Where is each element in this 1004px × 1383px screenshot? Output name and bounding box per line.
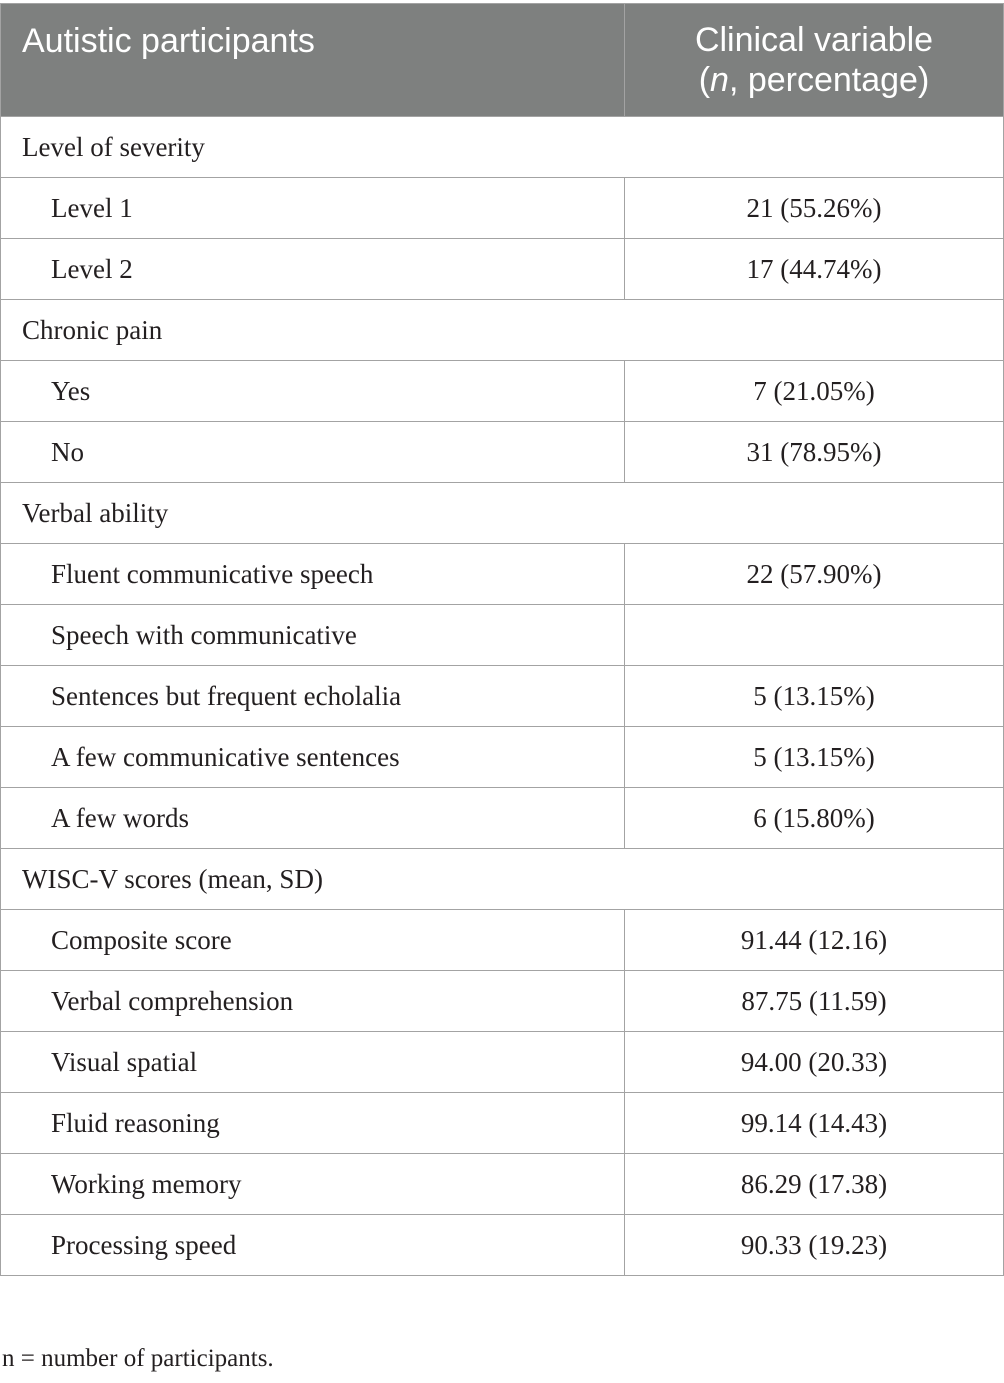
header-autistic-participants: Autistic participants (1, 4, 625, 117)
table-row (1, 605, 1004, 666)
table-row (1, 361, 1004, 422)
row-value: 7 (21.05%) (625, 361, 1004, 422)
group-label: WISC-V scores (mean, SD) (1, 849, 1004, 910)
table-row (1, 544, 1004, 605)
table-row (1, 666, 1004, 727)
row-label: Fluent communicative speech (1, 544, 625, 605)
row-label: Sentences but frequent echolalia (1, 666, 625, 727)
header-clinical-variable-line1: Clinical variable (694, 21, 934, 59)
group-row (1, 117, 1004, 178)
row-value: 6 (15.80%) (625, 788, 1004, 849)
row-label: Verbal comprehension (1, 971, 625, 1032)
row-label: A few words (1, 788, 625, 849)
group-row (1, 300, 1004, 361)
table-body (1, 117, 1004, 1276)
row-value: 94.00 (20.33) (625, 1032, 1004, 1093)
row-value: 86.29 (17.38) (625, 1154, 1004, 1215)
table-row (1, 239, 1004, 300)
row-label: Composite score (1, 910, 625, 971)
group-row (1, 849, 1004, 910)
header-n-italic: n (710, 61, 729, 99)
table-row (1, 1093, 1004, 1154)
row-label: Fluid reasoning (1, 1093, 625, 1154)
table-row (1, 727, 1004, 788)
group-label: Verbal ability (1, 483, 1004, 544)
row-label: Processing speed (1, 1215, 625, 1276)
row-label: Level 1 (1, 178, 625, 239)
row-label: Speech with communicative (1, 605, 625, 666)
table-row (1, 971, 1004, 1032)
row-label: Visual spatial (1, 1032, 625, 1093)
row-value: 5 (13.15%) (625, 666, 1004, 727)
row-value: 21 (55.26%) (625, 178, 1004, 239)
table-row (1, 910, 1004, 971)
table-header-row (1, 4, 1004, 117)
row-value: 87.75 (11.59) (625, 971, 1004, 1032)
row-value: 17 (44.74%) (625, 239, 1004, 300)
row-label: No (1, 422, 625, 483)
table-row (1, 1154, 1004, 1215)
row-value: 91.44 (12.16) (625, 910, 1004, 971)
header-percentage: , percentage) (728, 61, 930, 99)
table-row (1, 1032, 1004, 1093)
row-value: 5 (13.15%) (625, 727, 1004, 788)
row-value (625, 605, 1004, 666)
row-label: Working memory (1, 1154, 625, 1215)
row-value: 99.14 (14.43) (625, 1093, 1004, 1154)
group-label: Chronic pain (1, 300, 1004, 361)
table-footnote: n = number of participants. (2, 1345, 274, 1372)
group-row (1, 483, 1004, 544)
group-label: Level of severity (1, 117, 1004, 178)
row-value: 90.33 (19.23) (625, 1215, 1004, 1276)
row-label: A few communicative sentences (1, 727, 625, 788)
header-clinical-variable (625, 4, 1004, 117)
table-row (1, 178, 1004, 239)
header-open-paren: ( (698, 61, 711, 99)
row-label: Yes (1, 361, 625, 422)
row-value: 31 (78.95%) (625, 422, 1004, 483)
clinical-variables-table (0, 3, 1004, 1276)
table-row (1, 788, 1004, 849)
table-row (1, 1215, 1004, 1276)
row-label: Level 2 (1, 239, 625, 300)
row-value: 22 (57.90%) (625, 544, 1004, 605)
table-row (1, 422, 1004, 483)
